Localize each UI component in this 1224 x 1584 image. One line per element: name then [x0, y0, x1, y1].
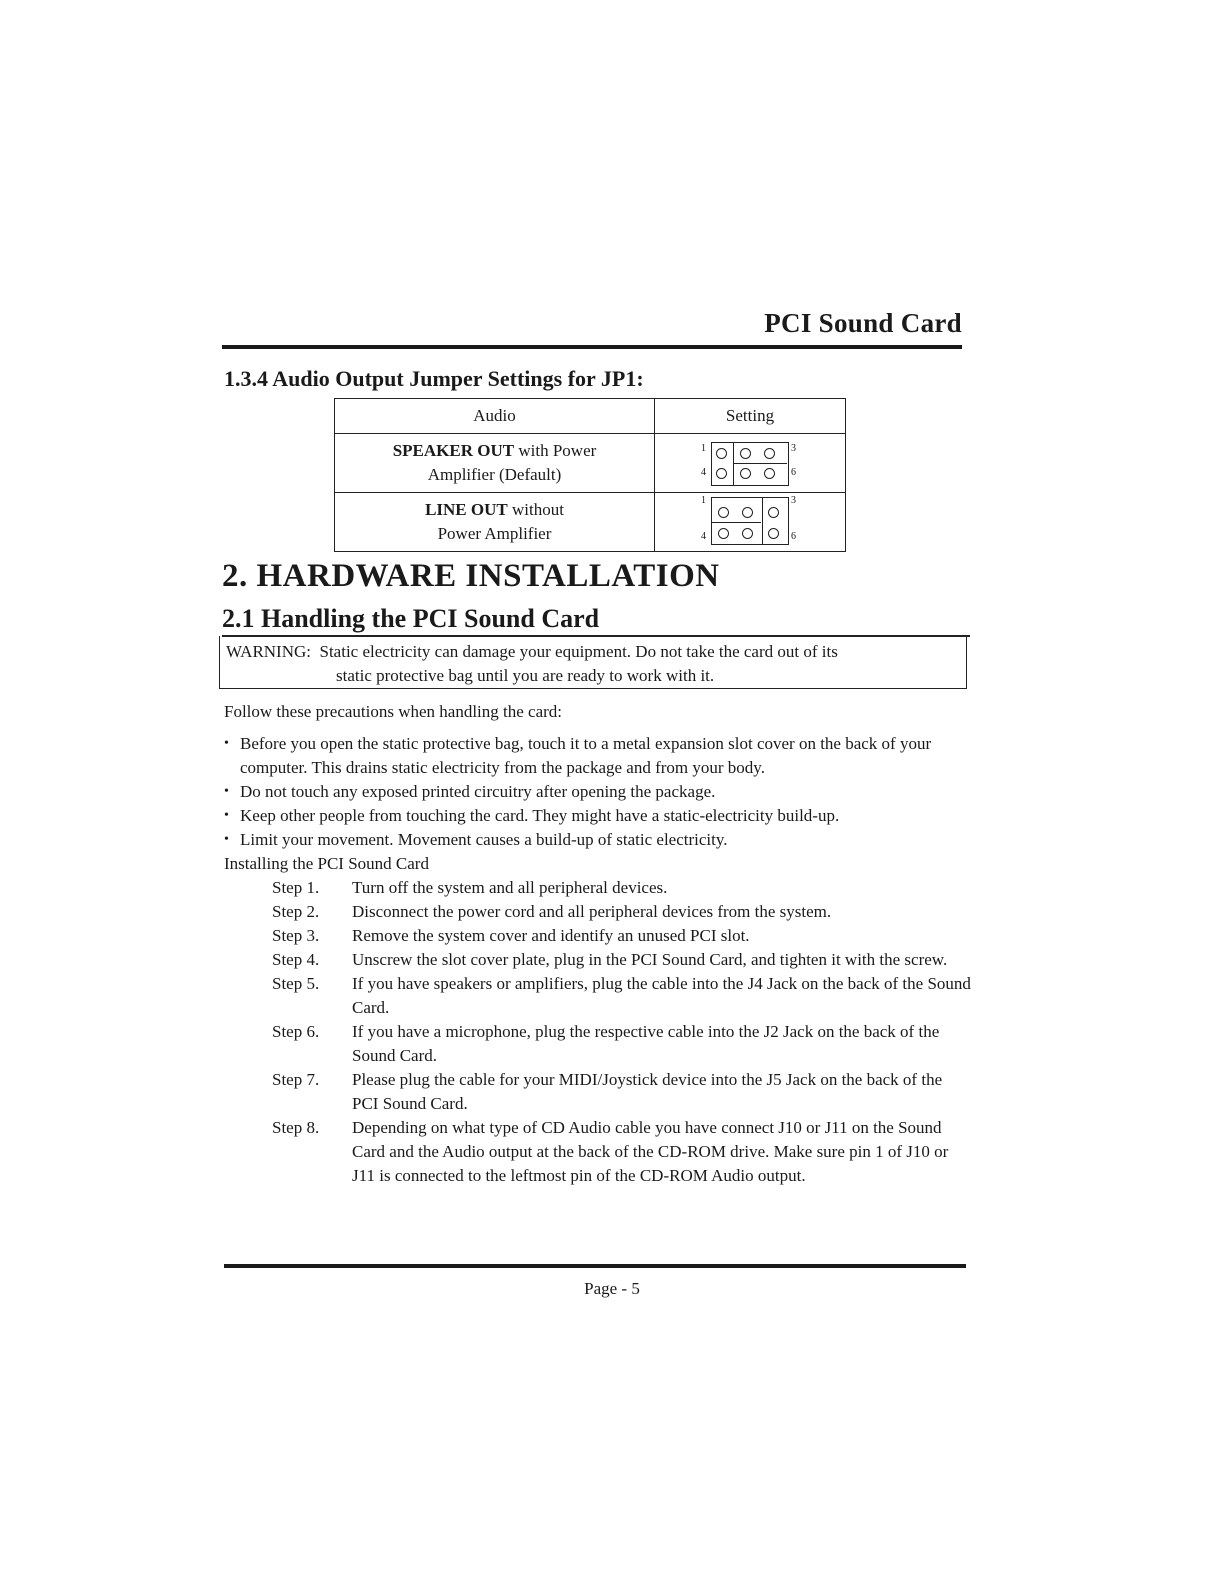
- pin-2: [742, 507, 753, 518]
- list-item: • Do not touch any exposed printed circuitry after opening the package.: [224, 780, 984, 804]
- cap-divider: [711, 522, 761, 523]
- pin-label: 4: [701, 531, 706, 542]
- list-item: • Limit your movement. Movement causes a build-up of static electricity.: [224, 828, 984, 852]
- jumper-cap: [711, 497, 763, 545]
- header-setting: Setting: [655, 399, 846, 434]
- list-item: • Before you open the static protective bag, touch it to a metal expansion slot cover on the back of your computer. This drains static electricity from the package and from your body.: [224, 732, 984, 780]
- pin-2: [740, 448, 751, 459]
- step-label: Step 6.: [272, 1022, 320, 1041]
- page-number: Page - 5: [584, 1279, 640, 1298]
- pin-3: [764, 448, 775, 459]
- warning-box: [219, 636, 967, 689]
- header-audio: Audio: [335, 399, 655, 434]
- header-title: PCI Sound Card: [764, 308, 962, 338]
- pin-6: [768, 528, 779, 539]
- step-text: Remove the system cover and identify an unused PCI slot.: [352, 926, 750, 945]
- step-item: [272, 1020, 972, 1068]
- step-label: Step 5.: [272, 974, 320, 993]
- audio-mode-line2: Power Amplifier: [437, 524, 552, 543]
- step-item: [272, 948, 972, 972]
- pin-1: [718, 507, 729, 518]
- pin-1: [716, 448, 727, 459]
- step-item: [272, 1116, 972, 1188]
- audio-mode-rest: with Power: [514, 441, 597, 460]
- footer-rule: [224, 1264, 966, 1268]
- pin-label: 1: [701, 443, 706, 454]
- audio-cell-speaker-out: [335, 434, 655, 493]
- step-text: Please plug the cable for your MIDI/Joystick device into the J5 Jack on the back of the PCI Sound Card.: [352, 1070, 943, 1113]
- intro-paragraph: Follow these precautions when handling the card:: [224, 702, 563, 721]
- pin-6: [764, 468, 775, 479]
- section-2-title: 2. HARDWARE INSTALLATION: [222, 558, 720, 594]
- step-label: Step 4.: [272, 950, 320, 969]
- audio-mode-name: LINE OUT: [425, 500, 508, 519]
- step-text: Unscrew the slot cover plate, plug in the PCI Sound Card, and tighten it with the screw.: [352, 950, 948, 969]
- table-header-row: [335, 399, 846, 434]
- step-label: Step 3.: [272, 926, 320, 945]
- pin-4: [716, 468, 727, 479]
- list-item: • Keep other people from touching the card. They might have a static-electricity build-up.: [224, 804, 984, 828]
- header-rule: [222, 345, 962, 349]
- warning-text-1: Static electricity can damage your equipment. Do not take the card out of its: [319, 642, 838, 661]
- pin-label: 3: [791, 443, 796, 454]
- setting-cell-line-out: [655, 493, 846, 552]
- precautions-list: [224, 732, 984, 852]
- pin-label: 3: [791, 495, 796, 506]
- step-text: If you have speakers or amplifiers, plug the cable into the J4 Jack on the back of the Sound Card.: [352, 974, 971, 1017]
- step-text: Turn off the system and all peripheral devices.: [352, 878, 668, 897]
- pin-label: 6: [791, 531, 796, 542]
- audio-mode-line2: Amplifier (Default): [427, 465, 562, 484]
- step-label: Step 7.: [272, 1070, 320, 1089]
- step-item: [272, 1068, 972, 1116]
- jumper-diagram-line-out: [655, 493, 845, 551]
- jumper-settings-table: [334, 398, 846, 552]
- pin-4: [718, 528, 729, 539]
- step-item: [272, 972, 972, 1020]
- warning-label: WARNING:: [226, 642, 311, 661]
- audio-mode-name: SPEAKER OUT: [392, 441, 515, 460]
- step-label: Step 2.: [272, 902, 320, 921]
- pin-5: [740, 468, 751, 479]
- cap-divider: [733, 463, 787, 464]
- audio-mode-rest: without: [507, 500, 564, 519]
- jumper-diagram-speaker-out: [655, 434, 845, 492]
- section-2-1-title: 2.1 Handling the PCI Sound Card: [222, 604, 600, 633]
- step-item: [272, 900, 972, 924]
- section-1-3-4-title: 1.3.4 Audio Output Jumper Settings for JP1:: [224, 366, 644, 391]
- audio-cell-line-out: [335, 493, 655, 552]
- installing-title: Installing the PCI Sound Card: [224, 854, 429, 873]
- step-text: Disconnect the power cord and all peripheral devices from the system.: [352, 902, 832, 921]
- pin-5: [742, 528, 753, 539]
- step-label: Step 1.: [272, 878, 320, 897]
- table-row: [335, 434, 846, 493]
- warning-line-1: [226, 642, 838, 662]
- table-row: [335, 493, 846, 552]
- pin-label: 4: [701, 467, 706, 478]
- installation-steps: [272, 876, 972, 1188]
- pin-label: 1: [701, 495, 706, 506]
- step-item: [272, 876, 972, 900]
- step-text: Depending on what type of CD Audio cable you have connect J10 or J11 on the Sound Card and the Audio output at the back of the CD-ROM drive. Make sure pin 1 of J10 or J11 is connected to the leftmost pin of the CD-ROM Audio output.: [352, 1118, 949, 1185]
- step-text: If you have a microphone, plug the respective cable into the J2 Jack on the back of the Sound Card.: [352, 1022, 940, 1065]
- pin-label: 6: [791, 467, 796, 478]
- setting-cell-speaker-out: [655, 434, 846, 493]
- warning-text-2: static protective bag until you are ready to work with it.: [336, 666, 715, 685]
- pin-3: [768, 507, 779, 518]
- step-item: [272, 924, 972, 948]
- step-label: Step 8.: [272, 1118, 320, 1137]
